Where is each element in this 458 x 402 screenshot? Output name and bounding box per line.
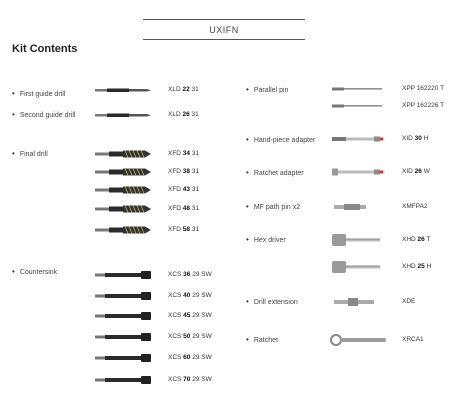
part-code-size: 48 [181, 205, 191, 212]
part-code [402, 168, 430, 175]
part-code-prefix: XPP [402, 85, 415, 92]
part-code-suffix: H [421, 135, 429, 142]
part-code [168, 111, 199, 118]
right-group-0 [246, 85, 288, 94]
handpiece-tool-icon [330, 132, 390, 146]
part-code-prefix: XLD [168, 111, 181, 118]
part-code-prefix: XLD [168, 86, 181, 93]
final-tool-icon [95, 147, 155, 161]
part-code [168, 292, 212, 299]
part-code [168, 150, 199, 157]
left-group-1 [12, 110, 75, 119]
part-code-prefix: XCS [168, 312, 182, 319]
final-tool-icon [95, 202, 155, 216]
part-code-prefix: XFD [168, 150, 181, 157]
group-label-text: Hand-piece adapter [253, 137, 316, 144]
part-code-size: 70 [181, 376, 191, 383]
bullet-icon: • [12, 149, 15, 158]
part-code [402, 135, 428, 142]
part-code-prefix: XFD [168, 168, 181, 175]
part-code [168, 186, 199, 193]
part-code-prefix: XRCA1 [402, 336, 424, 343]
part-code-size: 36 [181, 271, 191, 278]
header-code: UXIFN [209, 25, 239, 35]
part-code [168, 205, 199, 212]
bullet-icon: • [12, 267, 15, 276]
part-code [168, 376, 212, 383]
part-code [402, 236, 430, 243]
part-code-size: 26 [180, 111, 190, 118]
final-tool-icon [95, 223, 155, 237]
part-code-size: 34 [181, 150, 191, 157]
extension-tool-icon [330, 295, 390, 309]
bullet-icon: • [246, 85, 249, 94]
group-label-text: Ratchet adapter [253, 170, 304, 177]
part-code [168, 226, 199, 233]
ratchet-tool-icon [330, 333, 390, 347]
group-label-text: Hex driver [253, 237, 286, 244]
mfpin-tool-icon [330, 200, 390, 214]
right-group-3 [246, 202, 300, 211]
part-code-suffix: 31 [190, 226, 200, 233]
part-code-suffix: 29 SW [190, 312, 212, 319]
left-group-2 [12, 149, 48, 158]
part-code-suffix: 31 [190, 186, 200, 193]
part-code-size: 43 [181, 186, 191, 193]
part-code-size: 26 [415, 236, 425, 243]
countersink-tool-icon [95, 351, 155, 365]
part-code-prefix: XCS [168, 271, 182, 278]
bullet-icon: • [246, 297, 249, 306]
part-code-prefix: XFD [168, 226, 181, 233]
part-code-prefix: XPP [402, 102, 415, 109]
countersink-tool-icon [95, 309, 155, 323]
part-code-prefix: XCS [168, 292, 182, 299]
part-code-size: 22 [180, 86, 190, 93]
hexdriver-tool-icon [330, 260, 390, 274]
bullet-icon: • [246, 235, 249, 244]
bullet-icon: • [246, 335, 249, 344]
part-code-suffix: 29 SW [190, 292, 212, 299]
part-code-prefix: XID [402, 135, 413, 142]
group-label-text: Drill extension [253, 299, 298, 306]
part-code-suffix: 31 [189, 111, 199, 118]
part-code-prefix: XFD [168, 186, 181, 193]
part-code-suffix: T [424, 236, 431, 243]
part-code-size: 50 [181, 333, 191, 340]
part-code-suffix: 31 [190, 150, 200, 157]
part-code-prefix: XID [402, 168, 413, 175]
part-code [402, 336, 424, 343]
guide-tool-icon [95, 83, 155, 97]
part-code-size: 45 [181, 312, 191, 319]
bullet-icon: • [246, 202, 249, 211]
right-group-2 [246, 168, 304, 177]
part-code-suffix: 31 [190, 168, 200, 175]
group-label-text: Parallel pin [253, 87, 289, 94]
part-code-suffix: 29 SW [190, 376, 212, 383]
group-label-text: Ratchet [253, 337, 278, 344]
right-group-4 [246, 235, 286, 244]
part-code-prefix: XDE [402, 298, 416, 305]
part-code-suffix: 31 [189, 86, 199, 93]
bullet-icon: • [246, 135, 249, 144]
part-code [402, 203, 428, 210]
pin-tool-icon [330, 82, 390, 96]
part-code [168, 354, 212, 361]
part-code-prefix: XHD [402, 263, 416, 270]
right-group-6 [246, 335, 278, 344]
bullet-icon: • [246, 168, 249, 177]
part-code [402, 298, 415, 305]
part-code-suffix: 31 [190, 205, 200, 212]
part-code [168, 312, 212, 319]
countersink-tool-icon [95, 373, 155, 387]
group-label-text: Final drill [19, 151, 48, 158]
part-code-suffix: 162220 T [414, 85, 445, 92]
part-code-suffix: 29 SW [190, 271, 212, 278]
part-code-prefix: XHD [402, 236, 416, 243]
header-bottom-rule [143, 39, 305, 40]
part-code-prefix: XMFPA2 [402, 203, 428, 210]
part-code-size: 40 [181, 292, 191, 299]
final-tool-icon [95, 183, 155, 197]
part-code-size: 26 [412, 168, 422, 175]
part-code [168, 271, 212, 278]
right-group-5 [246, 297, 298, 306]
part-code [402, 102, 444, 109]
part-code-suffix: W [421, 168, 430, 175]
right-group-1 [246, 135, 315, 144]
hexdriver-tool-icon [330, 233, 390, 247]
group-label-text: MF path pin x2 [253, 204, 301, 211]
part-code [168, 333, 212, 340]
part-code [168, 86, 199, 93]
pin-tool-icon [330, 99, 390, 113]
final-tool-icon [95, 165, 155, 179]
part-code-suffix: 29 SW [190, 333, 212, 340]
part-code [402, 263, 431, 270]
guide-tool-icon [95, 108, 155, 122]
countersink-tool-icon [95, 330, 155, 344]
part-code-size: 25 [415, 263, 425, 270]
group-label-text: Second guide drill [19, 112, 76, 119]
part-code-prefix: XCS [168, 376, 182, 383]
part-code-prefix: XFD [168, 205, 181, 212]
group-label-text: First guide drill [19, 91, 66, 98]
group-label-text: Countersink [19, 269, 58, 276]
part-code-size: 60 [181, 354, 191, 361]
part-code-prefix: XCS [168, 333, 182, 340]
part-code [168, 168, 199, 175]
part-code-size: 38 [181, 168, 191, 175]
countersink-tool-icon [95, 289, 155, 303]
bullet-icon: • [12, 89, 15, 98]
ratchetadapter-tool-icon [330, 165, 390, 179]
part-code-prefix: XCS [168, 354, 182, 361]
part-code-suffix: H [424, 263, 432, 270]
bullet-icon: • [12, 110, 15, 119]
countersink-tool-icon [95, 268, 155, 282]
part-code-suffix: 162226 T [414, 102, 445, 109]
header-top-rule [143, 19, 305, 20]
left-group-0 [12, 89, 65, 98]
part-code [402, 85, 444, 92]
page-title: Kit Contents [12, 43, 78, 55]
part-code-suffix: 29 SW [190, 354, 212, 361]
left-group-3 [12, 267, 57, 276]
part-code-size: 58 [181, 226, 191, 233]
part-code-size: 30 [412, 135, 422, 142]
